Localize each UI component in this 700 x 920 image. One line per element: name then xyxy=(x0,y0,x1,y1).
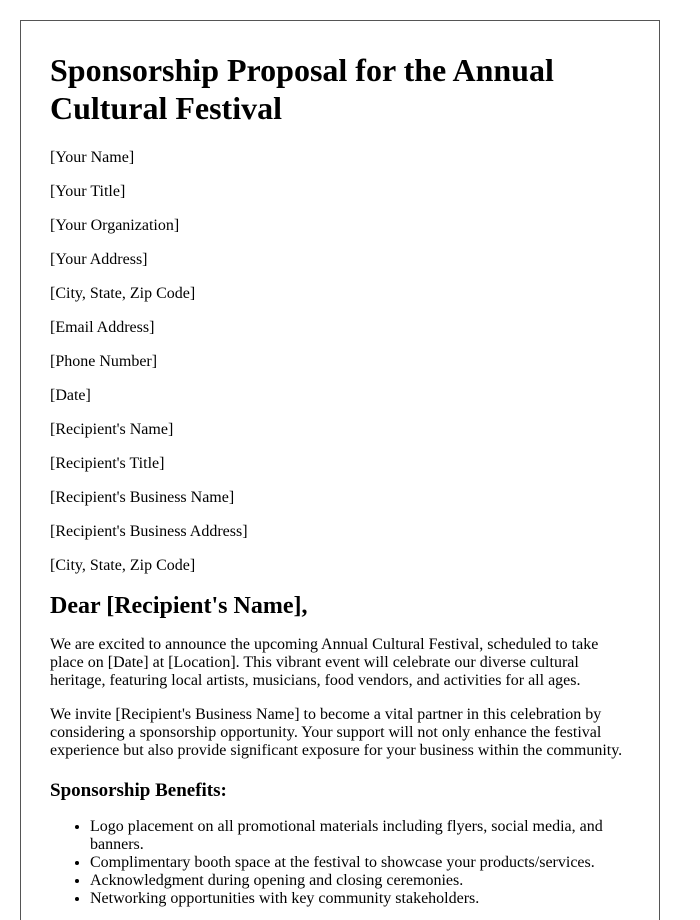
sender-title: [Your Title] xyxy=(50,183,126,200)
intro-paragraph: We are excited to announce the upcoming Annual Cultural Festival, scheduled to take place on [Date] at [Location]. This vibrant event will celebrate our diverse cultural heritage, featuring local artists, musicians, food vendors, and activities for all ages. xyxy=(50,636,599,689)
sender-phone: [Phone Number] xyxy=(50,353,158,370)
benefit-item: • Logo placement on all promotional materials including flyers, social media, and banners. xyxy=(90,818,630,854)
benefits-heading: Sponsorship Benefits: xyxy=(50,780,227,801)
recipient-business-address: [Recipient's Business Address] xyxy=(50,523,248,540)
benefit-item: • Networking opportunities with key community stakeholders. xyxy=(90,890,630,908)
sender-address: [Your Address] xyxy=(50,251,148,268)
sender-organization: [Your Organization] xyxy=(50,217,180,234)
benefits-list xyxy=(50,818,630,908)
invitation-paragraph: We invite [Recipient's Business Name] to become a vital partner in this celebration by considering a sponsorship opportunity. Your support will not only enhance the festival experience but also provide significant exposure for your business within the community. xyxy=(50,706,623,759)
sender-email: [Email Address] xyxy=(50,319,155,336)
letter-page xyxy=(20,20,660,920)
benefit-item: • Complimentary booth space at the festival to showcase your products/services. xyxy=(90,854,630,872)
greeting: Dear [Recipient's Name], xyxy=(50,593,308,619)
recipient-name: [Recipient's Name] xyxy=(50,421,174,438)
recipient-city-state-zip: [City, State, Zip Code] xyxy=(50,557,196,574)
letter-date: [Date] xyxy=(50,387,91,404)
benefit-item: • Acknowledgment during opening and closing ceremonies. xyxy=(90,872,630,890)
letter-title: Sponsorship Proposal for the Annual Cultural Festival xyxy=(50,52,554,126)
sender-name: [Your Name] xyxy=(50,149,135,166)
address-block xyxy=(50,147,630,576)
sender-city-state-zip: [City, State, Zip Code] xyxy=(50,285,196,302)
recipient-title: [Recipient's Title] xyxy=(50,455,165,472)
recipient-business-name: [Recipient's Business Name] xyxy=(50,489,235,506)
